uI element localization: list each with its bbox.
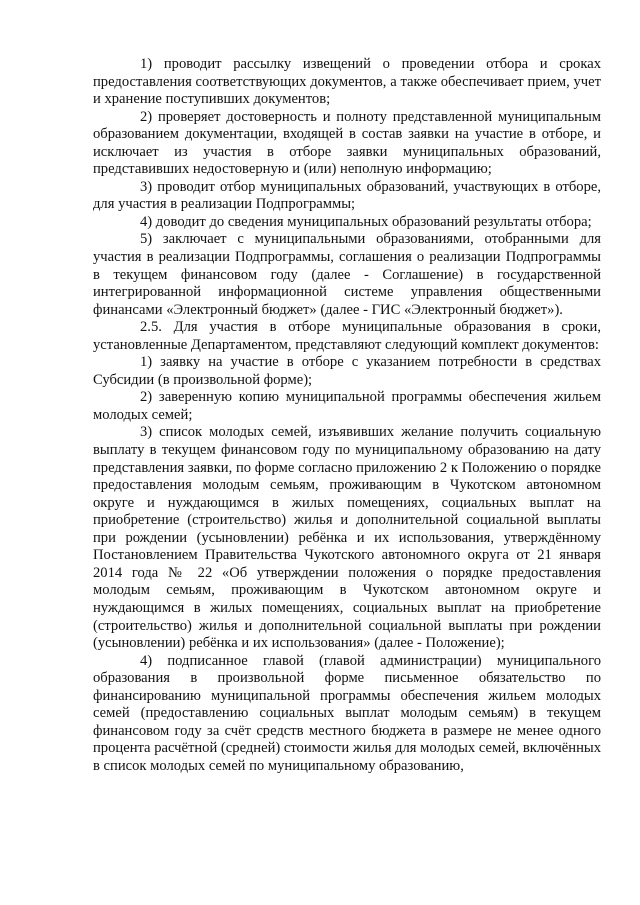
paragraph-item-4: 4) доводит до сведения муниципальных образований результаты отбора; xyxy=(140,213,592,230)
document-page xyxy=(93,56,601,775)
paragraph-doc-1: 1) заявку на участие в отборе с указанием потребности в средствах Субсидии (в произвольной форме); xyxy=(93,354,601,388)
paragraph-item-1: 1) проводит рассылку извещений о проведении отбора и сроках предоставления соответствующих документов, а также обеспечивает прием, учет и хранение поступивших документов; xyxy=(93,56,601,108)
paragraph-doc-3: 3) список молодых семей, изъявивших желание получить социальную выплату в текущем финансовом году по муниципальному образованию на дату представления заявки, по форме согласно приложению 2 к Положению о порядке предоставления молодым семьям, проживающим в Чукотском автономном округе и нуждающимся в жилых помещениях, социальных выплат на приобретение (строительство) жилья и дополнительной социальной выплаты при рождении (усыновлении) ребёнка и их использования, утверждённому Постановлением Правительства Чукотского автономного округа от 21 января 2014 года № 22 «Об утверждении положения о порядке предоставления молодым семьям, проживающим в Чукотском автономном округе и нуждающимся в жилых помещениях, социальных выплат на приобретение (строительство) жилья и дополнительной социальной выплаты при рождении (усыновлении) ребёнка и их использования» (далее - Положение); xyxy=(93,424,601,652)
paragraph-doc-2: 2) заверенную копию муниципальной программы обеспечения жильем молодых семей; xyxy=(93,389,601,423)
paragraph-item-2: 2) проверяет достоверность и полноту представленной муниципальным образованием документации, входящей в состав заявки на участие в отборе, и исключает из участия в отборе заявки муниципальных образований, представивших недостоверную и (или) неполную информацию; xyxy=(93,108,601,178)
paragraph-section-2-5: 2.5. Для участия в отборе муниципальные образования в сроки, установленные Департаментом, представляют следующий комплект документов: xyxy=(93,319,601,353)
paragraph-doc-4: 4) подписанное главой (главой администрации) муниципального образования в произвольной форме письменное обязательство по финансированию муниципальной программы обеспечения жильем молодых семей (предоставлению социальных выплат молодым семьям) в текущем финансовом году за счёт средств местного бюджета в размере не менее одного процента расчётной (средней) стоимости жилья для молодых семей, включённых в список молодых семей по муниципальному образованию, xyxy=(93,652,601,774)
paragraph-item-3: 3) проводит отбор муниципальных образований, участвующих в отборе, для участия в реализации Подпрограммы; xyxy=(93,178,601,213)
paragraph-item-5: 5) заключает с муниципальными образованиями, отобранными для участия в реализации Подпрограммы, соглашения о реализации Подпрограммы в текущем финансовом году (далее - Соглашение) в государственной интегрированной информационной системе управления общественными финансами «Электронный бюджет» (далее - ГИС «Электронный бюджет»). xyxy=(93,231,601,318)
